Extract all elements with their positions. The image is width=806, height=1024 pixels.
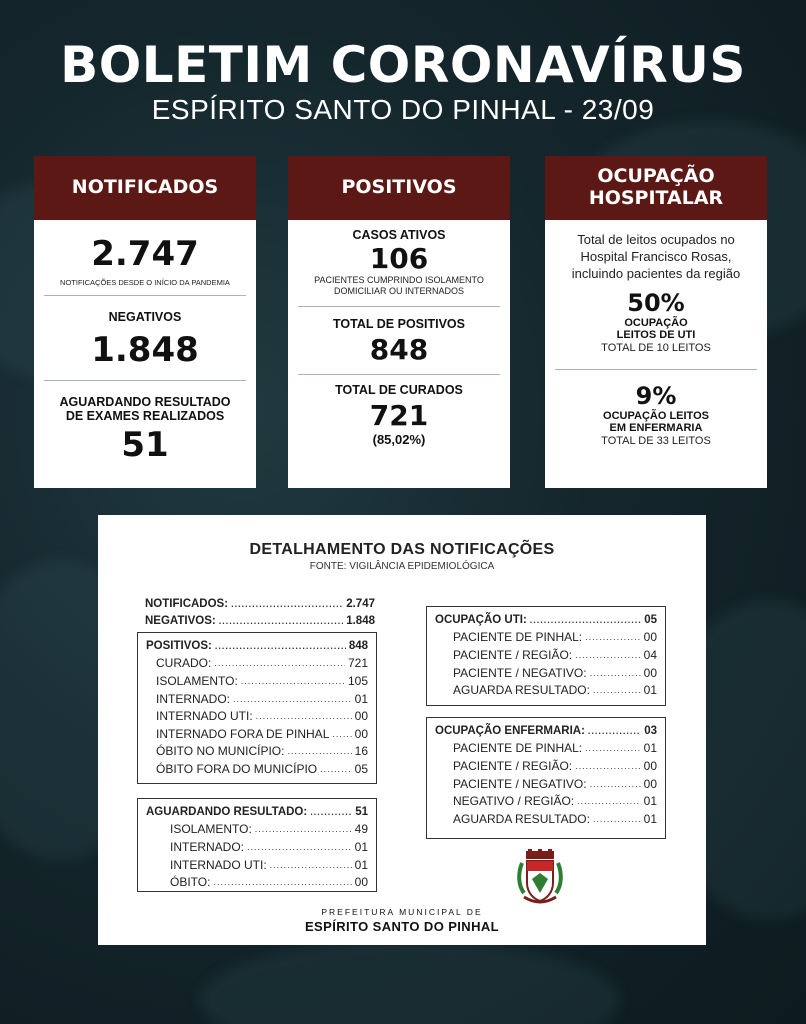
list-item [156, 690, 368, 708]
dot-leader [593, 685, 641, 695]
row-value: 01 [354, 691, 368, 706]
list-item [453, 810, 657, 828]
row-label: CURADO: [156, 656, 212, 671]
row-label: ÓBITO: [170, 875, 211, 890]
dot-leader [270, 860, 352, 870]
row-value: 00 [354, 726, 368, 741]
row-label: ÓBITO FORA DO MUNICÍPIO [156, 761, 318, 776]
list-item [170, 821, 368, 839]
list-item [453, 757, 657, 775]
enfermaria-label-2: EM ENFERMARIA [609, 421, 703, 434]
positivos-card [288, 156, 510, 488]
list-item [453, 740, 657, 758]
row-value: 01 [643, 683, 657, 698]
casos-ativos-value: 106 [369, 242, 429, 275]
enfermaria-label-1: OCUPAÇÃO LEITOS [603, 409, 709, 422]
row-value: 05 [354, 761, 368, 776]
dot-leader [213, 877, 351, 887]
row-label: ISOLAMENTO: [156, 673, 238, 688]
notificados-total: 2.747 [91, 234, 199, 274]
row-value: 49 [354, 822, 368, 837]
row-label: INTERNADO: [170, 839, 245, 854]
list-item [156, 760, 368, 778]
dot-leader [241, 676, 345, 686]
dot-leader [575, 650, 641, 660]
ocupacao-card [545, 156, 767, 488]
row-label: INTERNADO UTI: [156, 709, 253, 724]
row-value: 04 [643, 647, 657, 662]
list-item [453, 681, 657, 699]
list-item [156, 725, 368, 743]
row-label: ÓBITO NO MUNICÍPIO: [156, 744, 285, 759]
dot-leader [575, 761, 641, 771]
uti-label-1: OCUPAÇÃO [624, 316, 688, 329]
dot-leader [256, 711, 352, 721]
dot-leader [577, 796, 641, 806]
row-label: PACIENTE DE PINHAL: [453, 630, 583, 645]
positivos-box [137, 632, 377, 784]
list-item [453, 775, 657, 793]
row-label: INTERNADO FORA DE PINHAL [156, 726, 330, 741]
row-value: 01 [643, 741, 657, 756]
negativos-value: 1.848 [91, 330, 199, 370]
enfermaria-percent: 9% [635, 381, 677, 410]
list-item [170, 838, 368, 856]
row-value: 01 [354, 839, 368, 854]
dot-leader [255, 824, 352, 834]
logo-line-2: ESPÍRITO SANTO DO PINHAL [304, 919, 500, 934]
enfermaria-box [426, 717, 666, 839]
ocupacao-desc-3: incluindo pacientes da região [571, 265, 741, 281]
casos-ativos-note-1: PACIENTES CUMPRINDO ISOLAMENTO [314, 275, 484, 285]
detalhamento-title: DETALHAMENTO DAS NOTIFICAÇÕES [249, 541, 555, 558]
aguardando-value: 51 [121, 425, 169, 465]
row-label: INTERNADO UTI: [170, 857, 267, 872]
row-label: PACIENTE / NEGATIVO: [453, 665, 587, 680]
uti-total: TOTAL DE 10 LEITOS [601, 341, 711, 354]
list-item [453, 629, 657, 647]
row-value: 01 [643, 811, 657, 826]
aguardando-box [137, 798, 377, 892]
row-label: ISOLAMENTO: [170, 822, 252, 837]
total-curados-value: 721 [369, 398, 429, 432]
row-label: NEGATIVO / REGIÃO: [453, 794, 575, 809]
curados-percent: (85,02%) [372, 431, 426, 447]
notificados-heading: NOTIFICADOS [34, 156, 256, 220]
list-item [453, 792, 657, 810]
total-positivos-value: 848 [369, 332, 429, 366]
bg-texture [200, 940, 620, 1024]
notificados-row: NOTIFICADOS: ..... 2.747 [145, 595, 375, 613]
list-item [156, 743, 368, 761]
total-curados-label: TOTAL DE CURADOS [335, 382, 463, 397]
row-value: 00 [643, 630, 657, 645]
aguardando-header-row: AGUARDANDO RESULTADO: ..... 51 [146, 803, 368, 821]
list-item [156, 655, 368, 673]
page-title: BOLETIM CORONAVÍRUS [60, 36, 746, 94]
row-value: 721 [347, 656, 368, 671]
ocupacao-desc-2: Hospital Francisco Rosas, [580, 248, 732, 264]
aguardando-label-1: AGUARDANDO RESULTADO [59, 395, 231, 409]
casos-ativos-label: CASOS ATIVOS [352, 228, 446, 242]
logo-line-1: PREFEITURA MUNICIPAL DE [321, 907, 483, 917]
detalhamento-source: FONTE: VIGILÂNCIA EPIDEMIOLÓGICA [309, 561, 495, 572]
dot-leader [585, 632, 641, 642]
negativos-row: NEGATIVOS: ..... 1.848 [145, 613, 375, 631]
uti-box [426, 606, 666, 706]
aguardando-label-2: DE EXAMES REALIZADOS [65, 409, 225, 423]
dot-leader [332, 729, 351, 739]
positivos-header-row: POSITIVOS: ..... 848 [146, 637, 368, 655]
uti-percent: 50% [627, 288, 685, 317]
row-label: PACIENTE / REGIÃO: [453, 647, 573, 662]
uti-label-2: LEITOS DE UTI [616, 328, 696, 341]
row-label: PACIENTE DE PINHAL: [453, 741, 583, 756]
row-value: 01 [354, 857, 368, 872]
row-label: INTERNADO: [156, 691, 231, 706]
row-value: 16 [354, 744, 368, 759]
ocupacao-heading [545, 156, 767, 220]
notificados-card [34, 156, 256, 488]
row-label: PACIENTE / NEGATIVO: [453, 776, 587, 791]
dot-leader [590, 668, 641, 678]
row-label: PACIENTE / REGIÃO: [453, 758, 573, 773]
row-value: 00 [354, 709, 368, 724]
dot-leader [287, 746, 351, 756]
total-positivos-label: TOTAL DE POSITIVOS [333, 316, 465, 331]
casos-ativos-note-2: DOMICILIAR OU INTERNADOS [333, 286, 464, 297]
list-item [170, 856, 368, 874]
dot-leader [214, 658, 345, 668]
page-subtitle: ESPÍRITO SANTO DO PINHAL - 23/09 [151, 94, 655, 125]
list-item [156, 707, 368, 725]
detalhamento-panel [98, 515, 706, 945]
row-value: 105 [347, 673, 368, 688]
row-value: 00 [643, 758, 657, 773]
ocupacao-heading-2: HOSPITALAR [588, 187, 724, 209]
list-item [156, 672, 368, 690]
dot-leader [585, 743, 641, 753]
uti-header-row: OCUPAÇÃO UTI: ..... 05 [435, 611, 657, 629]
notificados-note: NOTIFICAÇÕES DESDE O INÍCIO DA PANDEMIA [60, 278, 230, 287]
list-item [453, 646, 657, 664]
row-value: 01 [643, 794, 657, 809]
row-value: 00 [354, 875, 368, 890]
dot-leader [233, 694, 352, 704]
row-label: AGUARDA RESULTADO: [453, 683, 590, 698]
coat-of-arms-icon [512, 849, 568, 907]
row-value: 00 [643, 776, 657, 791]
row-label: AGUARDA RESULTADO: [453, 811, 590, 826]
list-item [170, 873, 368, 891]
ocupacao-desc-1: Total de leitos ocupados no [577, 232, 735, 247]
list-item [453, 664, 657, 682]
row-value: 00 [643, 665, 657, 680]
dot-leader [247, 842, 352, 852]
dot-leader [590, 779, 641, 789]
dot-leader [593, 814, 641, 824]
positivos-heading: POSITIVOS [288, 156, 510, 220]
negativos-label: NEGATIVOS [108, 310, 182, 324]
ocupacao-heading-1: OCUPAÇÃO [597, 165, 715, 188]
dot-leader [320, 764, 352, 774]
enfermaria-header-row: OCUPAÇÃO ENFERMARIA: ..... 03 [435, 722, 657, 740]
enfermaria-total: TOTAL DE 33 LEITOS [601, 434, 711, 447]
